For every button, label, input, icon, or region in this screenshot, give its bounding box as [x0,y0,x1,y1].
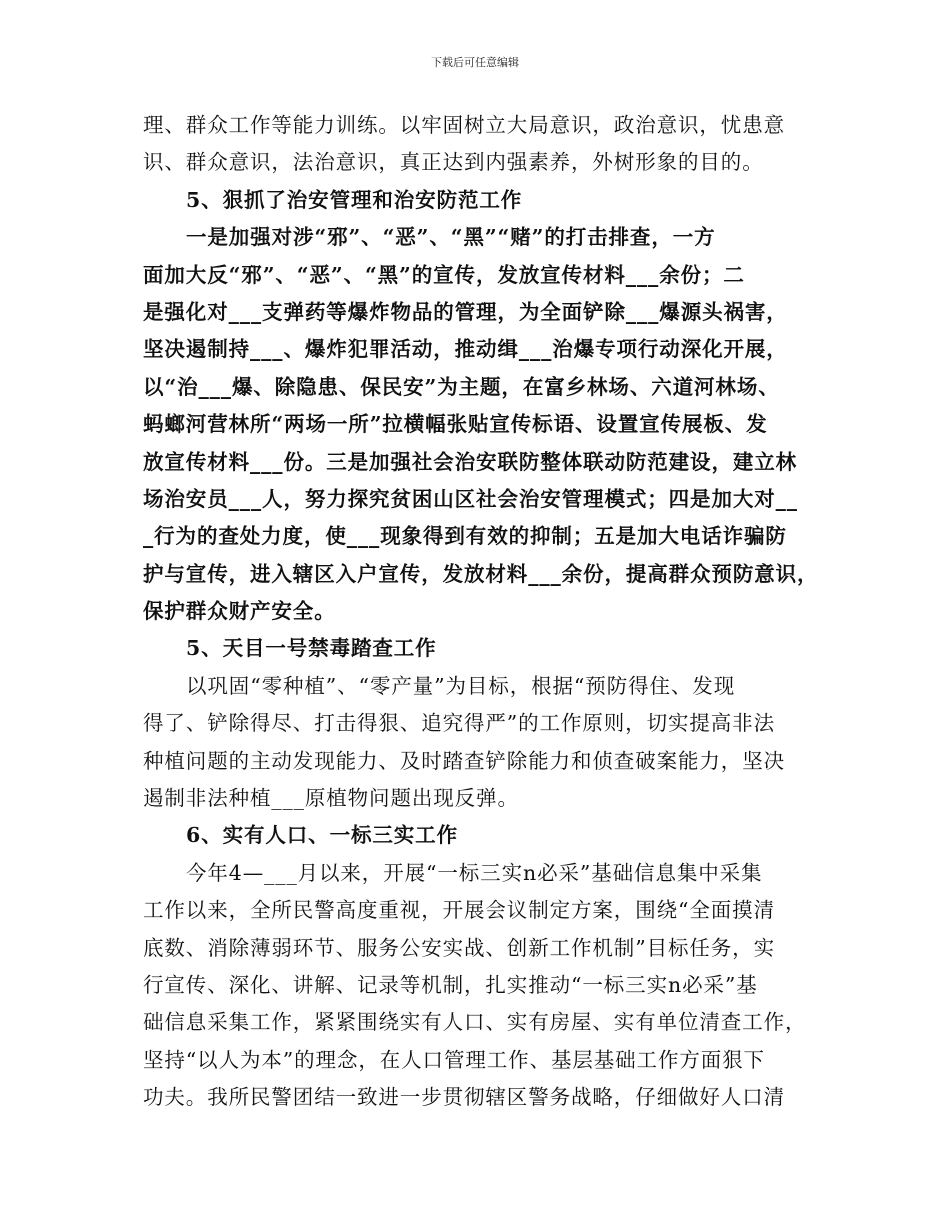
text-line: 放宣传材料___份。三是加强社会治安联防整体联动防范建设，建立林 [143,449,798,474]
text-line: 以巩固“零种植”、“零产量”为目标，根据“预防得住、发现 [186,673,736,698]
text-line: 场治安员___人，努力探究贫困山区社会治安管理模式；四是加大对__ [143,486,798,511]
text-line: 6、实有人口、一标三实工作 [186,823,458,848]
document-body [143,107,823,1117]
text-line: 坚决遏制持___、爆炸犯罪活动，推动缉___治爆专项行动深化开展， [143,337,788,362]
text-line: 得了、铲除得尽、打击得狠、追究得严”的工作原则，切实提高非法 [143,711,775,736]
text-line: 行宣传、深化、讲解、记录等机制，扎实推动“一标三实n必采”基 [143,972,758,997]
text-line: 理、群众工作等能力训练。以牢固树立大局意识，政治意识，忧患意 [143,113,785,137]
text-line: 遏制非法种植___原植物问题出现反弹。 [143,786,519,811]
text-line: _行为的查处力度，使___现象得到有效的抑制；五是加大电话诈骗防 [143,524,787,549]
text-line: 底数、消除薄弱环节、服务公安实战、创新工作机制”目标任务，实 [143,935,775,960]
text-line: 识、群众意识，法治意识，真正达到内强素养，外树形象的目的。 [143,150,764,175]
text-line: 护与宣传，进入辖区入户宣传，发放材料___余份，提高群众预防意识， [143,561,819,586]
text-line: 面加大反“邪”、“恶”、“黑”的宣传，发放宣传材料___余份；二 [143,262,745,287]
text-line: 种植问题的主动发现能力、及时踏查铲除能力和侦查破案能力，坚决 [143,748,785,773]
page-header: 下载后可任意编辑 [431,56,519,69]
text-line: 一是加强对涉“邪”、“恶”、“黑”“赌”的打击排查，一方 [186,225,716,250]
text-line: 5、天目一号禁毒踏查工作 [186,636,437,661]
text-line: 蚂螂河营林所“两场一所”拉横幅张贴宣传标语、设置宣传展板、发 [143,412,768,437]
text-line: 础信息采集工作，紧紧围绕实有人口、实有房屋、实有单位清查工作， [143,1010,807,1035]
text-line: 功夫。我所民警团结一致进一步贯彻辖区警务战略，仔细做好人口清 [143,1085,785,1110]
text-line: 工作以来，全所民警高度重视，开展会议制定方案，围绕“全面摸清 [143,898,775,923]
text-line: 是强化对___支弹药等爆炸物品的管理，为全面铲除___爆源头祸害， [143,299,788,324]
text-line: 坚持“以人为本”的理念，在人口管理工作、基层基础工作方面狠下 [143,1047,765,1072]
text-line: 今年4—___月以来，开展“一标三实n必采”基础信息集中采集 [186,860,763,885]
text-line: 保护群众财产安全。 [143,599,336,624]
text-line: 以“治___爆、除隐患、保民安”为主题，在富乡林场、六道河林场、 [143,374,780,399]
text-line: 5、狠抓了治安管理和治安防范工作 [186,187,523,212]
